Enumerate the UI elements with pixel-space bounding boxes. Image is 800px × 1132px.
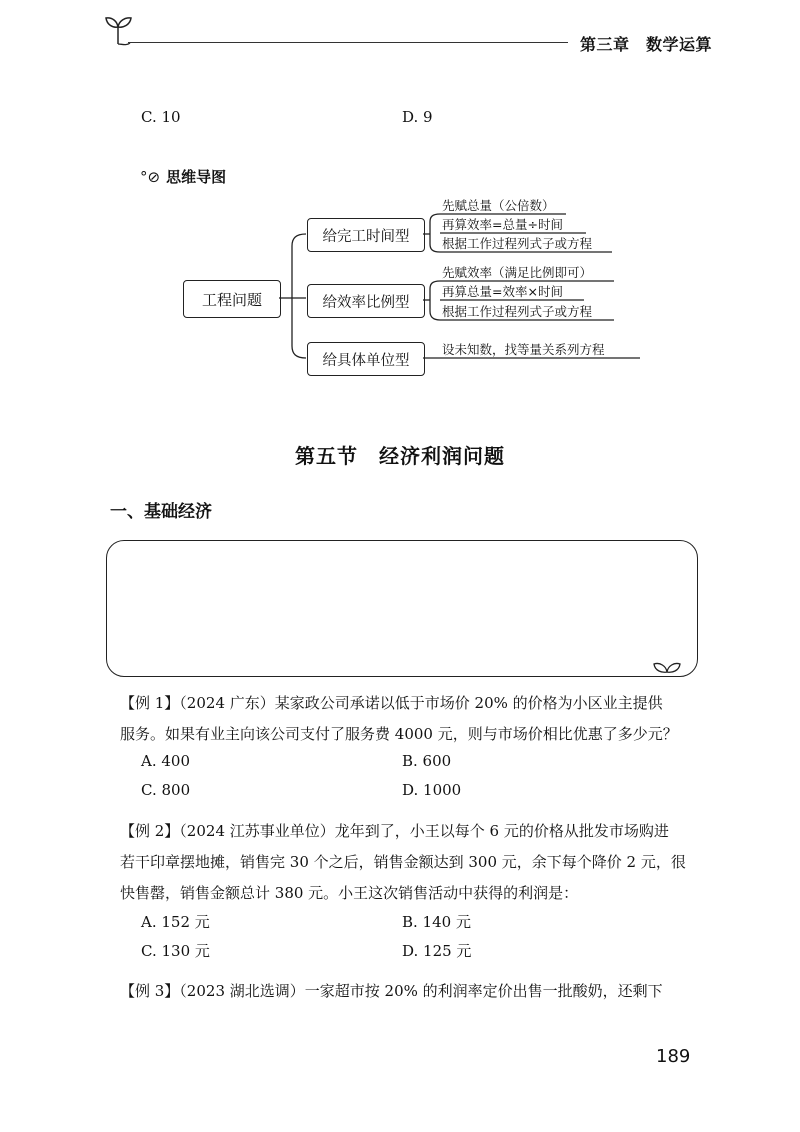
section-title: 第五节 经济利润问题 bbox=[295, 444, 505, 468]
example-1-option-c: C. 800 bbox=[141, 781, 191, 799]
mindmap-branch-2: 给效率比例型 bbox=[307, 284, 425, 318]
example-1-option-a: A. 400 bbox=[141, 752, 190, 770]
mindmap-leaf-2-1: 先赋效率（满足比例即可） bbox=[442, 265, 593, 280]
mindmap-leaf-1-3: 根据工作过程列式子或方程 bbox=[442, 236, 593, 251]
example-1-option-b: B. 600 bbox=[402, 752, 452, 770]
example-1-option-d: D. 1000 bbox=[402, 781, 462, 799]
example-1 bbox=[120, 688, 700, 750]
chapter-title: 第三章 数学运算 bbox=[580, 35, 713, 54]
subsection-title: 一、基础经济 bbox=[110, 502, 212, 522]
example-2 bbox=[120, 816, 700, 909]
prev-option-d: D. 9 bbox=[402, 108, 433, 126]
example-2-line-3: 快售罄，销售金额总计 380 元。小王这次销售活动中获得的利润是： bbox=[120, 884, 579, 902]
example-2-option-a: A. 152 元 bbox=[141, 913, 210, 931]
mindmap-title-text: 思维导图 bbox=[166, 168, 227, 186]
example-1-line-1: 【例 1】（2024 广东）某家政公司承诺以低于市场价 20% 的价格为小区业主提供 bbox=[120, 694, 663, 712]
mindmap-leaf-3-1: 设未知数，找等量关系列方程 bbox=[442, 342, 605, 357]
prev-option-c: C. 10 bbox=[141, 108, 181, 126]
example-2-option-d: D. 125 元 bbox=[402, 942, 472, 960]
example-2-option-b: B. 140 元 bbox=[402, 913, 471, 931]
page-number: 189 bbox=[656, 1046, 691, 1067]
example-3 bbox=[120, 976, 700, 1007]
example-2-line-2: 若干印章摆地摊，销售完 30 个之后，销售金额达到 300 元，余下每个降价 2 元，很 bbox=[120, 853, 686, 871]
mindmap-root-node: 工程问题 bbox=[183, 280, 281, 318]
mindmap-icon: °⊘ bbox=[140, 168, 161, 186]
notes-box bbox=[106, 540, 698, 677]
mindmap-leaf-1-1: 先赋总量（公倍数） bbox=[442, 198, 555, 213]
example-2-option-c: C. 130 元 bbox=[141, 942, 210, 960]
mindmap-branch-1: 给完工时间型 bbox=[307, 218, 425, 252]
example-1-line-2: 服务。如果有业主向该公司支付了服务费 4000 元，则与市场价相比优惠了多少元？ bbox=[120, 725, 678, 743]
example-3-line-1: 【例 3】（2023 湖北选调）一家超市按 20% 的利润率定价出售一批酸奶，还剩下 bbox=[120, 982, 663, 1000]
mindmap-leaf-2-3: 根据工作过程列式子或方程 bbox=[442, 304, 593, 319]
mindmap-branch-3: 给具体单位型 bbox=[307, 342, 425, 376]
mindmap-leaf-1-2: 再算效率=总量÷时间 bbox=[442, 217, 563, 232]
mindmap-leaf-2-2: 再算总量=效率×时间 bbox=[442, 284, 563, 299]
leaf-icon bbox=[652, 659, 682, 675]
example-2-line-1: 【例 2】（2024 江苏事业单位）龙年到了，小王以每个 6 元的价格从批发市场购进 bbox=[120, 822, 669, 840]
